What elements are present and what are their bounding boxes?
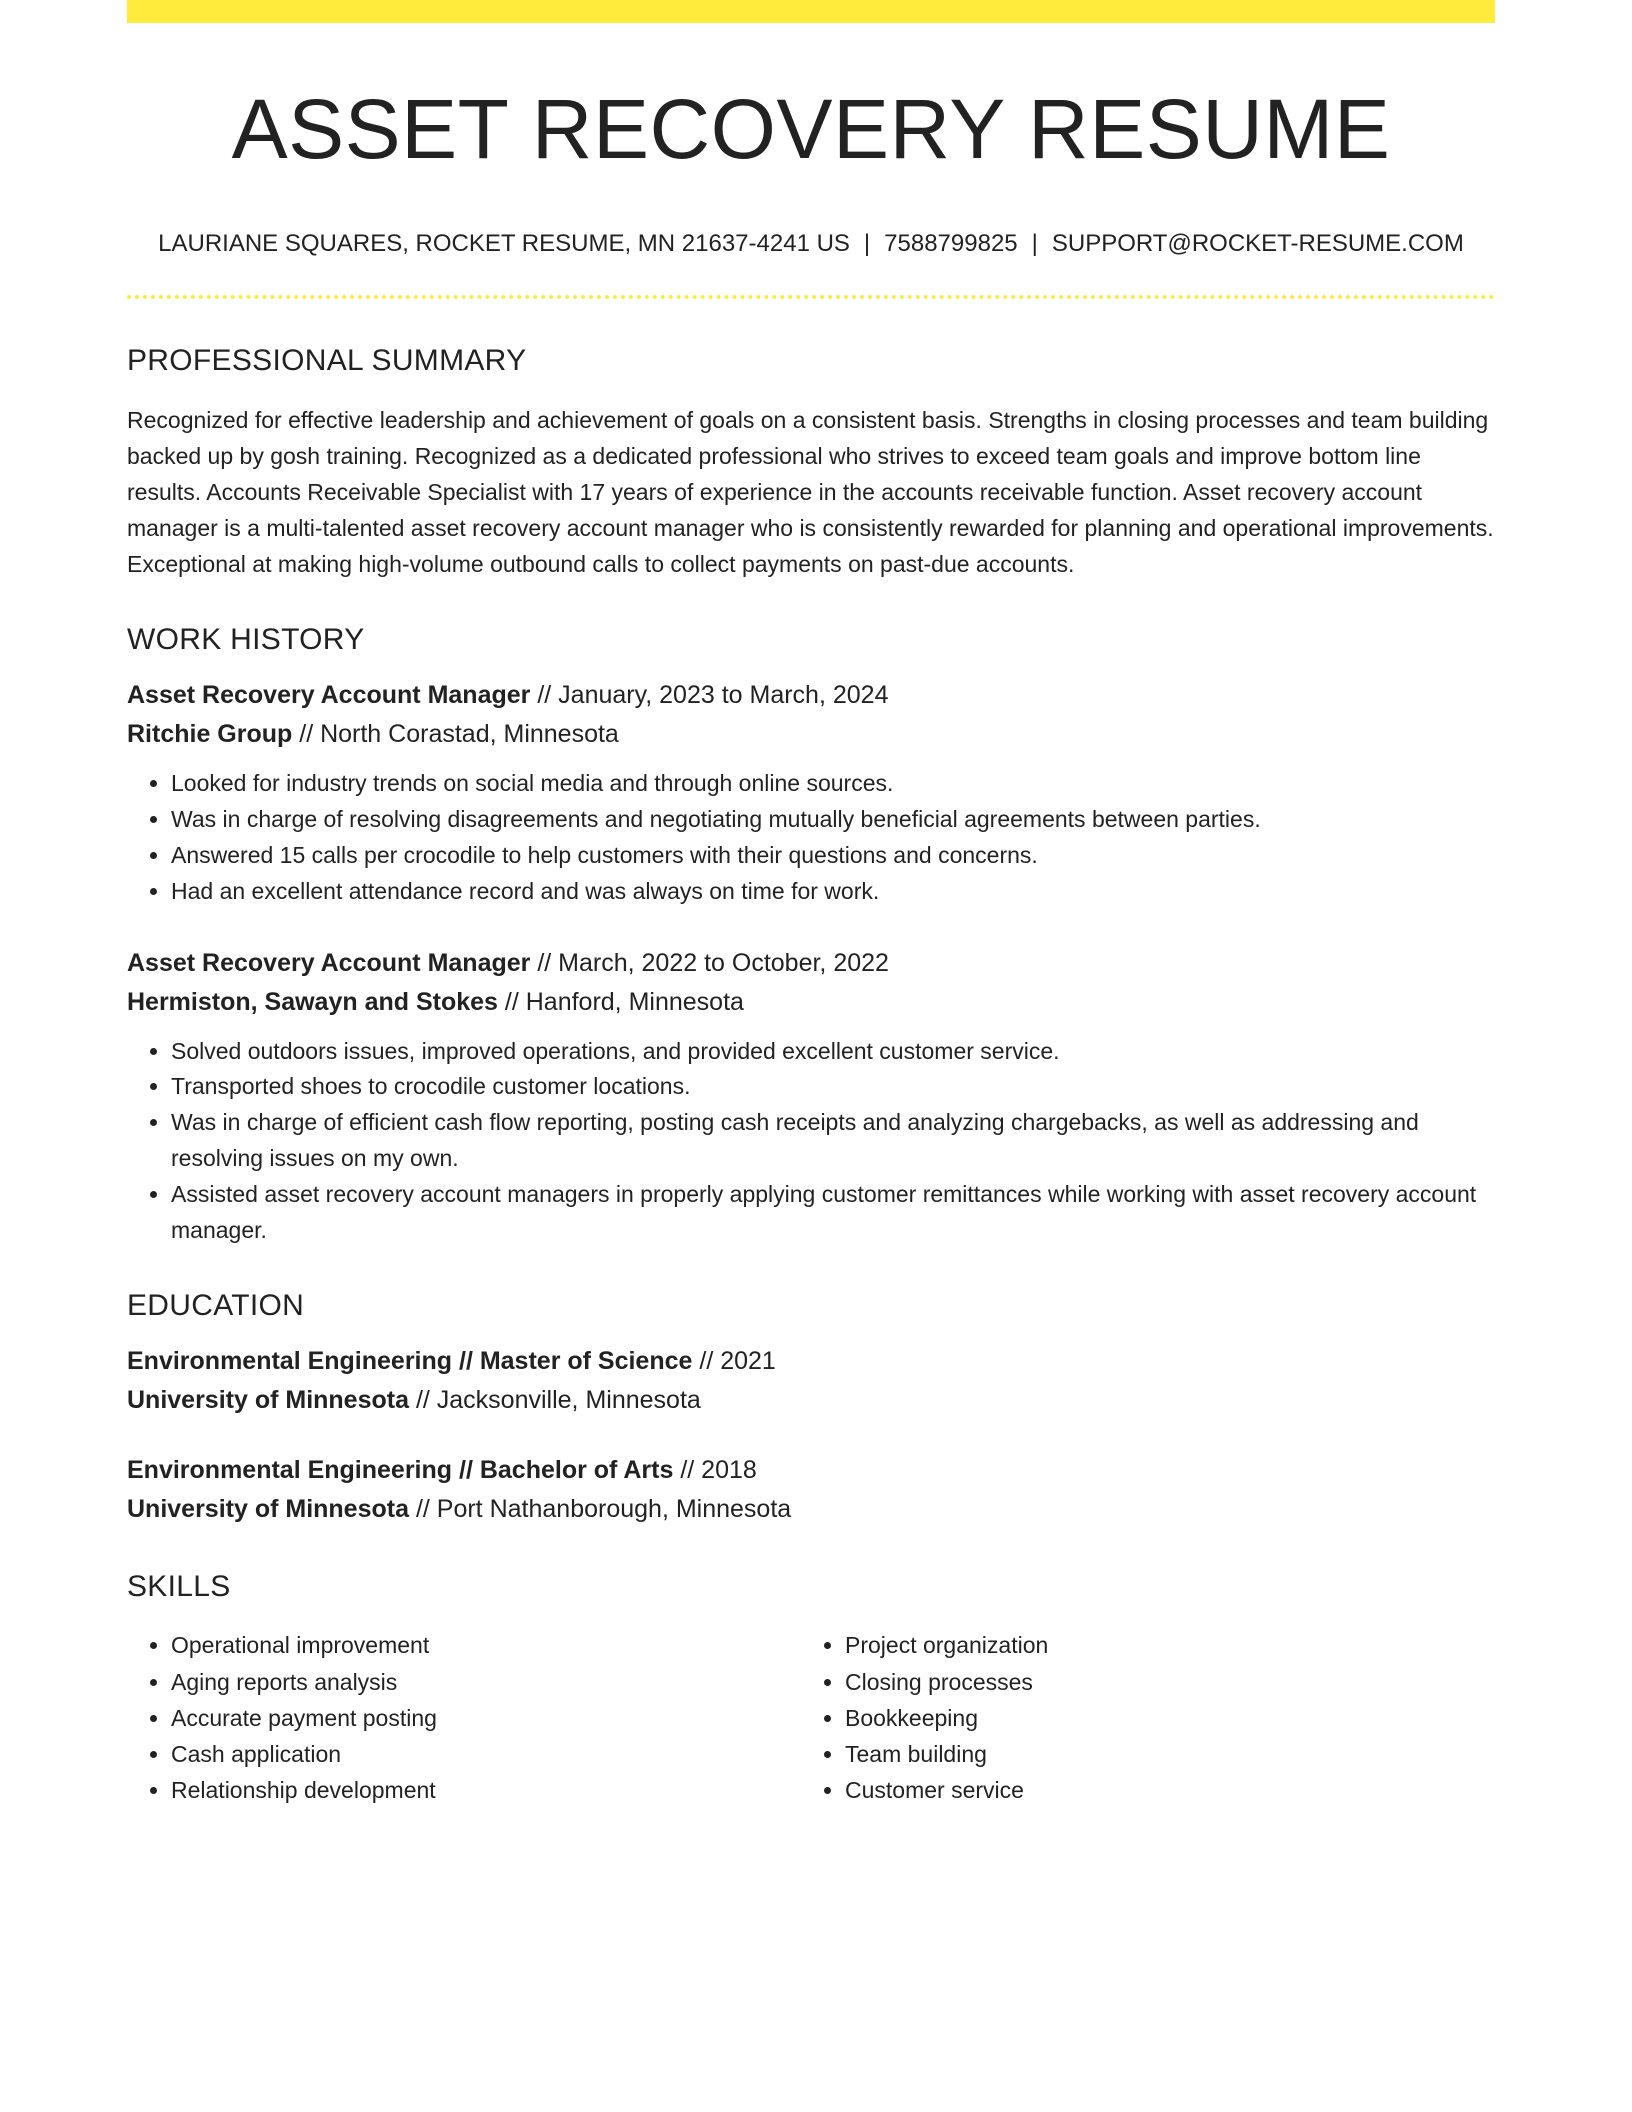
contact-separator: | bbox=[863, 229, 871, 257]
job-bullet: • Answered 15 calls per crocodile to help customers with their questions and concerns. bbox=[171, 838, 1495, 874]
skills-list bbox=[127, 1627, 1495, 1808]
job-bullets bbox=[127, 1034, 1495, 1249]
skill-item: • Customer service bbox=[845, 1772, 1475, 1808]
skill-item: • Team building bbox=[845, 1736, 1475, 1772]
contact-line bbox=[127, 230, 1495, 259]
contact-email: SUPPORT@ROCKET-RESUME.COM bbox=[1051, 229, 1464, 257]
job-bullet: • Solved outdoors issues, improved operations, and provided excellent customer service. bbox=[171, 1034, 1495, 1070]
education-heading: EDUCATION bbox=[127, 1289, 305, 1323]
page-title: ASSET RECOVERY RESUME bbox=[231, 82, 1391, 176]
school: University of Minnesota bbox=[127, 1495, 409, 1524]
school-line bbox=[127, 1490, 1495, 1529]
skill-item: • Bookkeeping bbox=[845, 1700, 1475, 1736]
job-title-line bbox=[127, 944, 1495, 983]
skills-heading: SKILLS bbox=[127, 1570, 231, 1604]
contact-separator: | bbox=[1031, 229, 1038, 257]
school-location: // Port Nathanborough, Minnesota bbox=[409, 1495, 792, 1524]
job-company-line bbox=[127, 715, 1495, 754]
job-company-line bbox=[127, 983, 1495, 1022]
contact-address: LAURIANE SQUARES, ROCKET RESUME, MN 21637-4241 US bbox=[158, 229, 850, 257]
skill-item: • Closing processes bbox=[845, 1664, 1475, 1700]
job-dates: // March, 2022 to October, 2022 bbox=[530, 948, 889, 977]
job-title-line bbox=[127, 676, 1495, 715]
school: University of Minnesota bbox=[127, 1386, 409, 1415]
job-title: Asset Recovery Account Manager bbox=[127, 948, 531, 977]
skill-item: • Project organization bbox=[845, 1627, 1475, 1663]
degree: Environmental Engineering // Master of Science bbox=[127, 1347, 693, 1376]
job-location: // North Corastad, Minnesota bbox=[292, 720, 619, 749]
job-bullet: • Assisted asset recovery account managers in properly applying customer remittances while working with asset recovery account manager. bbox=[171, 1177, 1495, 1249]
skill-item: • Accurate payment posting bbox=[171, 1700, 801, 1736]
contact-phone: 7588799825 bbox=[884, 229, 1018, 257]
degree-year: // 2018 bbox=[673, 1456, 757, 1485]
job-bullet: • Was in charge of efficient cash flow reporting, posting cash receipts and analyzing chargebacks, as well as addressing and resolving issues on my own. bbox=[171, 1105, 1495, 1177]
summary-heading: PROFESSIONAL SUMMARY bbox=[127, 344, 527, 378]
school-location: // Jacksonville, Minnesota bbox=[409, 1386, 701, 1415]
job-title: Asset Recovery Account Manager bbox=[127, 681, 531, 710]
skill-item: • Cash application bbox=[171, 1736, 801, 1772]
top-accent-bar bbox=[127, 0, 1495, 23]
education-entry bbox=[127, 1342, 1495, 1420]
job-bullet: • Had an excellent attendance record and was always on time for work. bbox=[171, 874, 1495, 910]
education-entry bbox=[127, 1451, 1495, 1529]
job-entry bbox=[127, 676, 1495, 909]
job-dates: // January, 2023 to March, 2024 bbox=[530, 681, 889, 710]
skill-item: • Relationship development bbox=[171, 1772, 801, 1808]
job-company: Hermiston, Sawayn and Stokes bbox=[127, 987, 498, 1016]
work-history-heading: WORK HISTORY bbox=[127, 623, 365, 657]
job-bullet: • Looked for industry trends on social media and through online sources. bbox=[171, 766, 1495, 802]
skill-item: • Operational improvement bbox=[171, 1627, 801, 1663]
skills-column-left bbox=[127, 1627, 801, 1808]
degree-line bbox=[127, 1342, 1495, 1381]
degree: Environmental Engineering // Bachelor of Arts bbox=[127, 1456, 674, 1485]
skill-item: • Aging reports analysis bbox=[171, 1664, 801, 1700]
summary-text: Recognized for effective leadership and achievement of goals on a consistent basis. Strengths in closing processes and team building backed up by gosh training. Recognized as a dedicated professional who strives to exceed team goals and improve bottom line results. Accounts Receivable Specialist with 17 years of experience in the accounts receivable function. Asset recovery account manager is a multi-talented asset recovery account manager who is consistently rewarded for planning and operational improvements. Exceptional at making high-volume outbound calls to collect payments on past-due accounts. bbox=[127, 407, 1494, 577]
job-bullet: • Transported shoes to crocodile customer locations. bbox=[171, 1069, 1495, 1105]
skills-column-right bbox=[801, 1627, 1475, 1808]
dotted-divider bbox=[127, 295, 1495, 299]
job-entry bbox=[127, 944, 1495, 1249]
resume-page bbox=[127, 0, 1495, 1808]
job-bullets bbox=[127, 766, 1495, 909]
job-location: // Hanford, Minnesota bbox=[497, 987, 744, 1016]
school-line bbox=[127, 1381, 1495, 1420]
job-company: Ritchie Group bbox=[127, 720, 293, 749]
degree-year: // 2021 bbox=[692, 1347, 776, 1376]
job-bullet: • Was in charge of resolving disagreements and negotiating mutually beneficial agreements between parties. bbox=[171, 802, 1495, 838]
degree-line bbox=[127, 1451, 1495, 1490]
